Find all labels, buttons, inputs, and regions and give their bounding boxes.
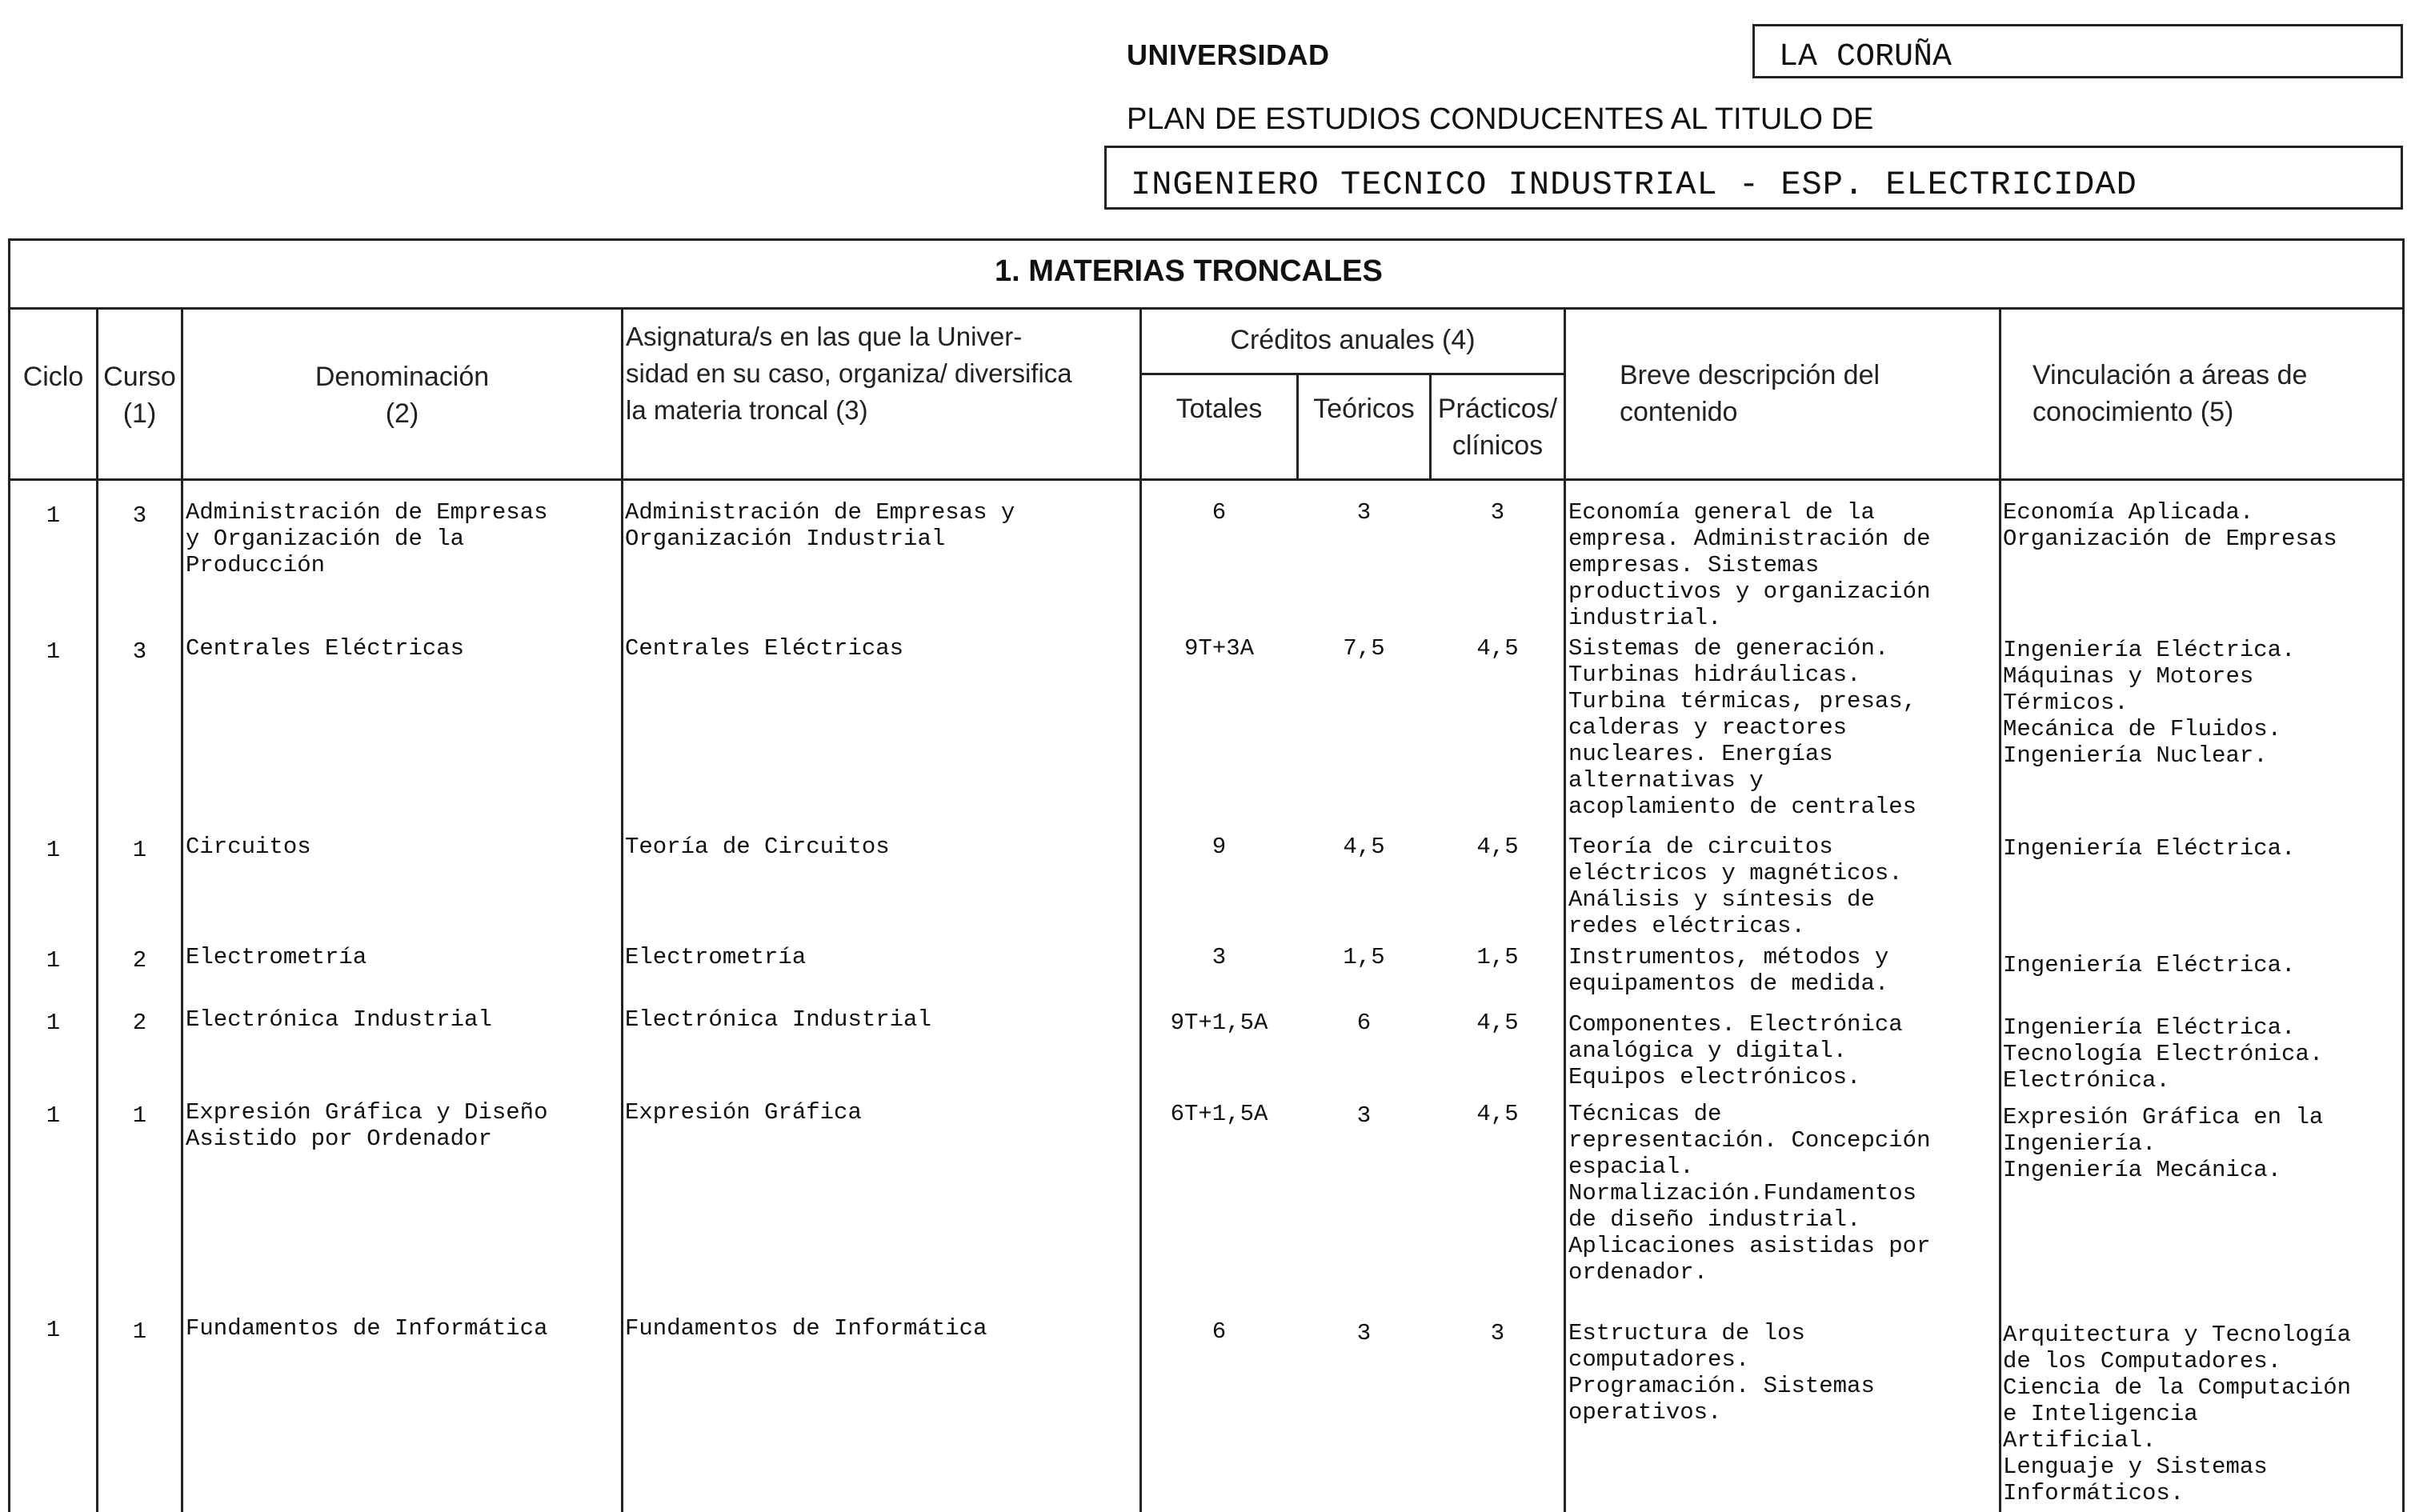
header-top-rule <box>8 307 2405 310</box>
row4-teoricos: 1,5 <box>1343 944 1385 970</box>
row2-curso: 3 <box>132 638 147 665</box>
row6-teoricos: 3 <box>1356 1102 1372 1129</box>
degree-title-value: INGENIERO TECNICO INDUSTRIAL - ESP. ELECTRICIDAD <box>1131 166 2137 204</box>
plan-label: PLAN DE ESTUDIOS CONDUCENTES AL TITULO DE <box>1127 102 1874 136</box>
row2-vinculacion: Ingeniería Eléctrica. Máquinas y Motores Térmicos. Mecánica de Fluidos. Ingeniería Nuclear. <box>2003 637 2296 769</box>
col-header-totales: Totales <box>1175 394 1263 424</box>
col-header-creditos: Créditos anuales (4) <box>1230 325 1476 355</box>
row7-vinculacion: Arquitectura y Tecnología de los Computadores. Ciencia de la Computación e Inteligencia Artificial. Lenguaje y Sistemas Informáticos. <box>2003 1322 2352 1506</box>
row4-vinculacion: Ingeniería Eléctrica. <box>2003 952 2296 978</box>
row5-asignatura: Electrónica Industrial <box>625 1006 931 1033</box>
row4-ciclo: 1 <box>46 947 61 974</box>
row3-asignatura: Teoría de Circuitos <box>625 834 890 860</box>
row3-practicos: 4,5 <box>1476 834 1519 860</box>
row7-totales: 6 <box>1212 1318 1227 1345</box>
row5-totales: 9T+1,5A <box>1170 1010 1268 1036</box>
col-rule-descripcion <box>1999 307 2001 1512</box>
row1-denominacion: Administración de Empresas y Organización de la Producción <box>186 499 548 578</box>
row1-asignatura: Administración de Empresas y Organización Industrial <box>625 499 1015 552</box>
row2-descripcion: Sistemas de generación. Turbinas hidráulicas. Turbina térmicas, presas, calderas y reactores nucleares. Energías alternativas y acoplamiento de centrales <box>1568 635 1917 820</box>
row1-totales: 6 <box>1212 499 1227 526</box>
col-header-practicos: Prácticos/ clínicos <box>1437 394 1558 461</box>
university-label: UNIVERSIDAD <box>1127 38 1330 71</box>
row5-vinculacion: Ingeniería Eléctrica. Tecnología Electrónica. Electrónica. <box>2003 1014 2324 1094</box>
col-header-descripcion: Breve descripción del contenido <box>1620 360 1880 427</box>
header-bottom-rule <box>8 478 2405 481</box>
row2-totales: 9T+3A <box>1183 635 1254 662</box>
row3-ciclo: 1 <box>46 837 61 863</box>
row6-totales: 6T+1,5A <box>1170 1101 1268 1127</box>
row3-curso: 1 <box>132 837 147 863</box>
row6-asignatura: Expresión Gráfica <box>625 1099 862 1126</box>
row3-descripcion: Teoría de circuitos eléctricos y magnéticos. Análisis y síntesis de redes eléctricas. <box>1568 834 1903 939</box>
col-rule-denominacion <box>621 307 623 1512</box>
row4-asignatura: Electrometría <box>625 944 807 970</box>
row1-ciclo: 1 <box>46 502 61 529</box>
row1-vinculacion: Economía Aplicada. Organización de Empresas <box>2003 499 2337 552</box>
col-rule-curso <box>181 307 183 1512</box>
row3-totales: 9 <box>1212 834 1227 860</box>
row1-descripcion: Economía general de la empresa. Administración de empresas. Sistemas productivos y organización industrial. <box>1568 499 1931 631</box>
row6-practicos: 4,5 <box>1476 1101 1519 1127</box>
row5-practicos: 4,5 <box>1476 1010 1519 1036</box>
row7-ciclo: 1 <box>46 1317 61 1343</box>
row7-descripcion: Estructura de los computadores. Programación. Sistemas operativos. <box>1568 1320 1875 1426</box>
section-title: 1. MATERIAS TRONCALES <box>995 254 1383 288</box>
row5-denominacion: Electrónica Industrial <box>186 1006 492 1033</box>
row2-denominacion: Centrales Eléctricas <box>186 635 465 662</box>
row1-practicos: 3 <box>1490 499 1505 526</box>
row7-curso: 1 <box>132 1318 147 1345</box>
row5-teoricos: 6 <box>1356 1010 1372 1036</box>
row4-totales: 3 <box>1212 944 1227 970</box>
row7-asignatura: Fundamentos de Informática <box>625 1315 987 1342</box>
row7-teoricos: 3 <box>1356 1320 1372 1346</box>
row4-practicos: 1,5 <box>1476 944 1519 970</box>
row6-descripcion: Técnicas de representación. Concepción espacial. Normalización.Fundamentos de diseño industrial. Aplicaciones asistidas por ordenador. <box>1568 1101 1931 1286</box>
row7-practicos: 3 <box>1490 1320 1505 1346</box>
col-header-vinculacion: Vinculación a áreas de conocimiento (5) <box>2033 360 2308 427</box>
col-header-asignatura: Asignatura/s en las que la Univer- sidad en su caso, organiza/ diversifica la materia troncal (3) <box>626 322 1072 425</box>
row6-ciclo: 1 <box>46 1102 61 1129</box>
row5-curso: 2 <box>132 1010 147 1036</box>
col-header-curso: Curso (1) <box>103 362 176 429</box>
row4-denominacion: Electrometría <box>186 944 367 970</box>
credits-subheader-rule <box>1141 373 1565 375</box>
row7-denominacion: Fundamentos de Informática <box>186 1315 548 1342</box>
university-value: LA CORUÑA <box>1779 39 1952 75</box>
row5-descripcion: Componentes. Electrónica analógica y digital. Equipos electrónicos. <box>1568 1011 1903 1090</box>
row3-vinculacion: Ingeniería Eléctrica. <box>2003 835 2296 862</box>
row4-curso: 2 <box>132 947 147 974</box>
university-field <box>1752 24 2403 78</box>
row2-teoricos: 7,5 <box>1343 635 1385 662</box>
degree-title-field <box>1104 146 2403 210</box>
row3-teoricos: 4,5 <box>1343 834 1385 860</box>
row5-ciclo: 1 <box>46 1010 61 1036</box>
row3-denominacion: Circuitos <box>186 834 311 860</box>
col-rule-creditos <box>1564 307 1566 1512</box>
row4-descripcion: Instrumentos, métodos y equipamentos de medida. <box>1568 944 1889 997</box>
row2-ciclo: 1 <box>46 638 61 665</box>
row1-teoricos: 3 <box>1356 499 1372 526</box>
col-header-teoricos: Teóricos <box>1313 394 1415 424</box>
row2-practicos: 4,5 <box>1476 635 1519 662</box>
row6-denominacion: Expresión Gráfica y Diseño Asistido por Ordenador <box>186 1099 548 1152</box>
col-header-denominacion: Denominación (2) <box>314 362 490 429</box>
col-header-ciclo: Ciclo <box>22 362 84 392</box>
row2-asignatura: Centrales Eléctricas <box>625 635 904 662</box>
row6-vinculacion: Expresión Gráfica en la Ingeniería. Ingeniería Mecánica. <box>2003 1104 2324 1183</box>
row1-curso: 3 <box>132 502 147 529</box>
row6-curso: 1 <box>132 1102 147 1129</box>
